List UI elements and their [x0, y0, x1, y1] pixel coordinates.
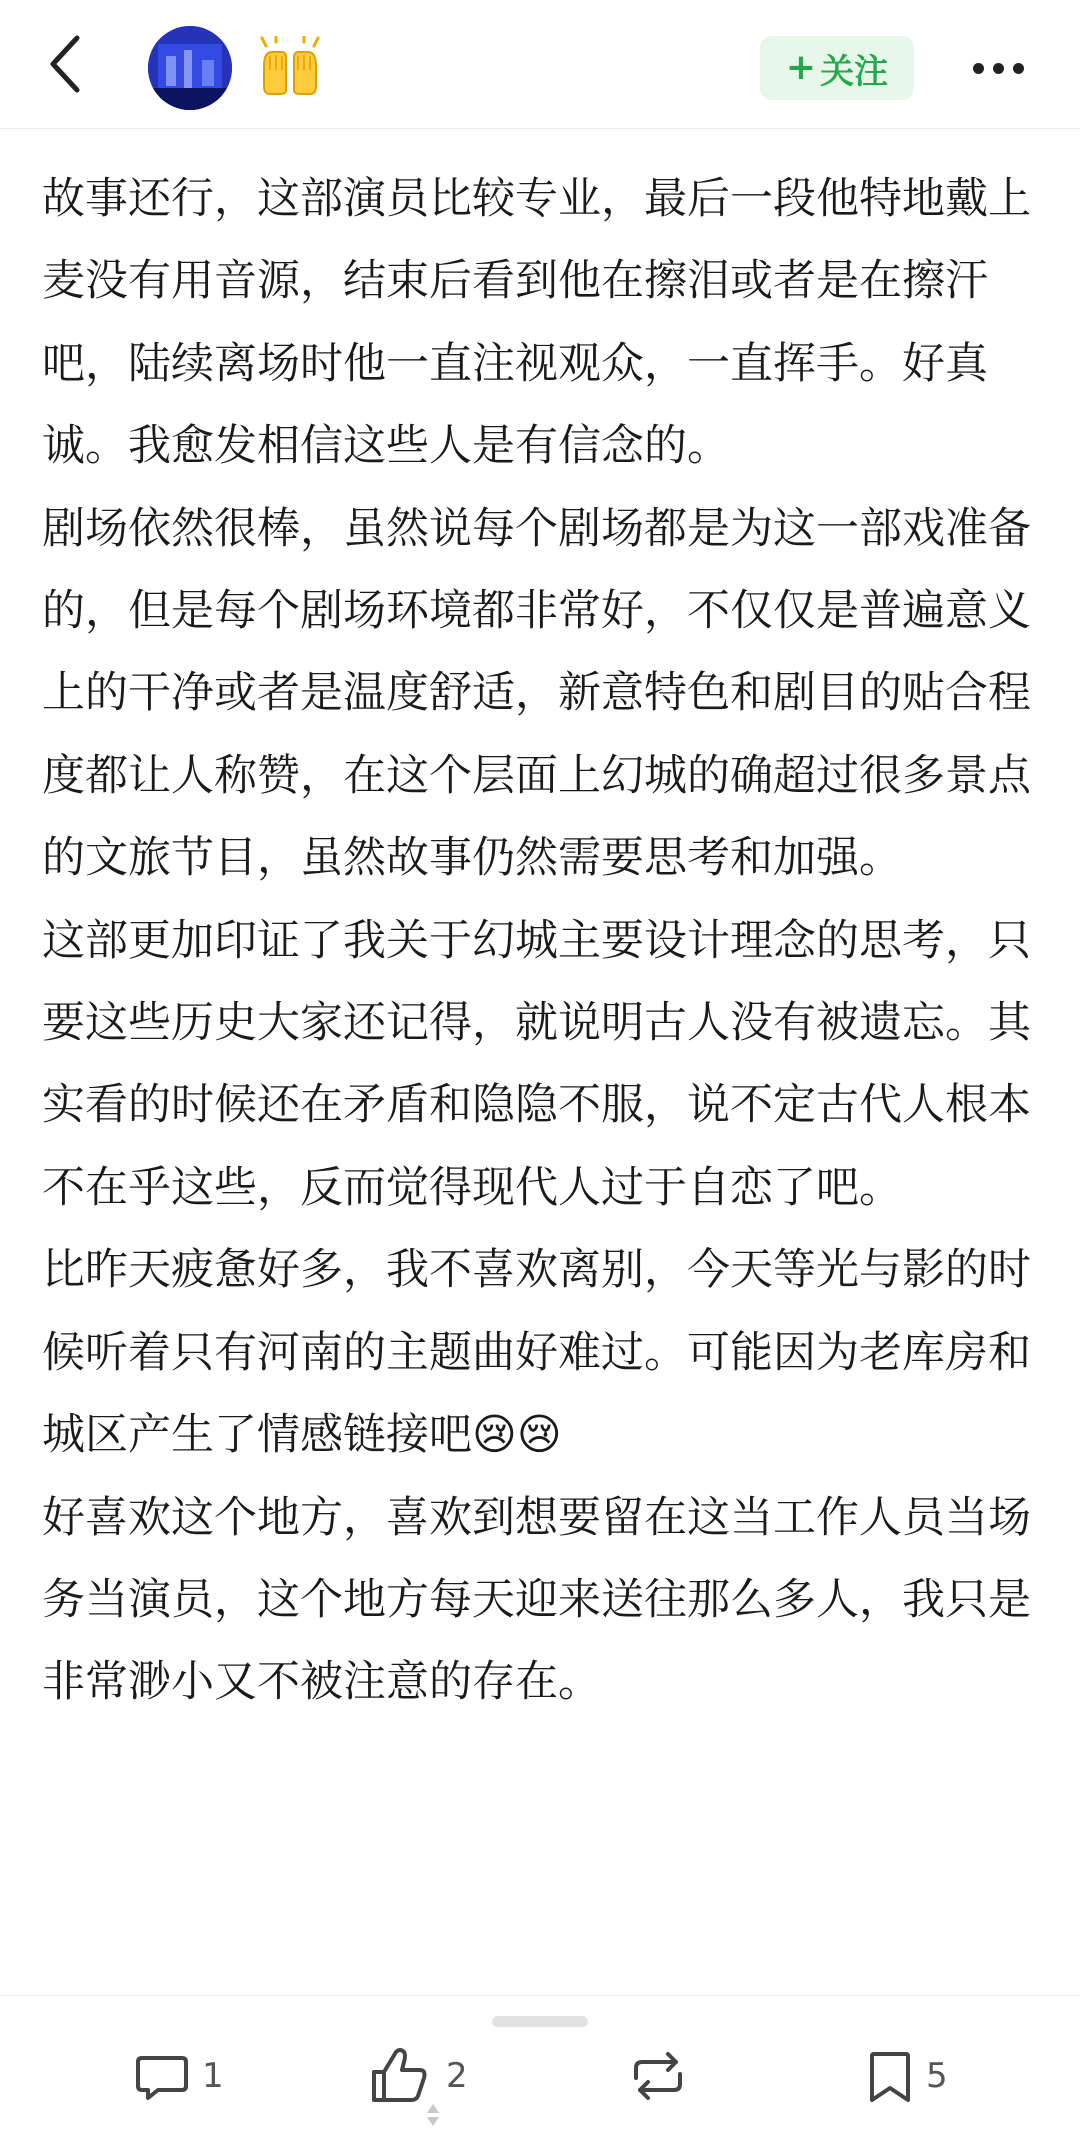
plus-icon: + [785, 47, 817, 88]
drag-handle[interactable] [492, 2016, 588, 2027]
repost-icon [626, 2048, 690, 2104]
avatar-image [148, 26, 232, 110]
like-button[interactable] [370, 2036, 468, 2116]
back-button[interactable] [30, 28, 100, 100]
favorite-button[interactable] [866, 2036, 948, 2116]
bottom-action-bar [0, 1995, 1080, 2152]
top-bar [0, 0, 1080, 129]
sort-arrows-icon [426, 2102, 440, 2128]
comment-button[interactable] [134, 2036, 224, 2116]
article-paragraph: 比昨天疲惫好多，我不喜欢离别，今天等光与影的时候听着只有河南的主题曲好难过。可能因为老库房和城区产生了情感链接吧😢😢 [42, 1245, 1031, 1461]
article-paragraph: 剧场依然很棒，虽然说每个剧场都是为这一部戏准备的，但是每个剧场环境都非常好，不仅仅是普遍意义上的干净或者是温度舒适，新意特色和剧目的贴合程度都让人称赞，在这个层面上幻城的确超过很多景点的文旅节目，虽然故事仍然需要思考和加强。 [42, 503, 1031, 884]
comment-count: 1 [202, 2056, 224, 2096]
avatar[interactable] [148, 26, 232, 110]
like-count: 2 [446, 2056, 468, 2096]
follow-button[interactable] [760, 36, 914, 100]
chevron-left-icon [45, 34, 85, 94]
more-dot-icon [973, 63, 984, 74]
raising-hands-emoji [258, 34, 322, 98]
article-body [42, 158, 1042, 1724]
raising-hands-icon [258, 36, 322, 96]
more-options-button[interactable] [962, 40, 1034, 96]
favorite-count: 5 [926, 2056, 948, 2096]
follow-label: 关注 [820, 51, 889, 92]
more-dot-icon [993, 63, 1004, 74]
article-paragraph: 故事还行，这部演员比较专业，最后一段他特地戴上麦没有用音源，结束后看到他在擦泪或者是在擦汗吧，陆续离场时他一直注视观众，一直挥手。好真诚。我愈发相信这些人是有信念的。 [42, 174, 1031, 472]
bookmark-icon [866, 2048, 914, 2104]
repost-button[interactable] [626, 2036, 690, 2116]
more-dot-icon [1013, 63, 1024, 74]
comment-icon [134, 2048, 190, 2104]
article-paragraph: 这部更加印证了我关于幻城主要设计理念的思考，只要这些历史大家还记得，就说明古人没有被遗忘。其实看的时候还在矛盾和隐隐不服，说不定古代人根本不在乎这些，反而觉得现代人过于自恋了吧。 [42, 915, 1031, 1213]
thumbs-up-icon [370, 2046, 428, 2106]
article-paragraph: 好喜欢这个地方，喜欢到想要留在这当工作人员当场务当演员，这个地方每天迎来送往那么多人，我只是非常渺小又不被注意的存在。 [42, 1492, 1031, 1708]
